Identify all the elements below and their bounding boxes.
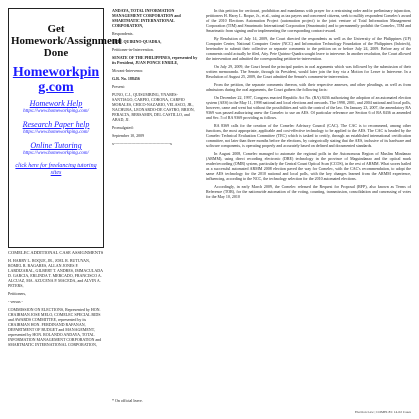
- caption-intervenor: PETE QUIRINO-QUADRA,: [112, 39, 162, 44]
- ad-link-research-paper[interactable]: [9, 121, 103, 137]
- page-footer: Election Law | COMELEC 14-02 Cases: [354, 410, 411, 414]
- paragraph: RA 8369 calls for the creation of the Comelec Advisory Council (CAC). The CAC is to recommend, among other functions, the most appropriate, applicable and cost-effective technology to be applied to the AES. The CAC is headed by the Comelec Technical Evaluation Committee (TEC) which is tasked to certify, through an established international certification committee, not later than three months before the elections, by categorically stating that the AES, inclusive of its hardware and software components, is operating properly and accurately based on defined and documented standards.: [206, 123, 411, 148]
- left-column: [8, 258, 104, 350]
- ad-link-url[interactable]: https://www.homeworkping.com/: [23, 151, 89, 156]
- caption-respondents-label: Respondents.: [112, 31, 134, 36]
- ad-link-title[interactable]: Research Paper help: [22, 120, 90, 129]
- paragraph: By Resolution of July 14, 2009, the Court directed the respondents as well as the University of the Philippines (UP) Computer Center, National Computer Center (NCC) and Information Technology Foundation of the Philippines (Infotech), hereinafter to submit their collective or separate comments to the petition on or before July 24, 2009. Before any of the comments could actually be filed, Atty. Pete Quirino-Quadra sought leave to intervene. In another resolution, the Court allowed the intervention and admitted the corresponding petition-in-intervention.: [206, 36, 411, 61]
- paragraph: In this petition for certiorari, prohibition and mandamus with prayer for a restraining order and/or preliminary injunction, petitioners H. Harry L. Roque, Jr., et al., suing as tax payers and concerned citizens, seek to nullify respondent Comelec's award of the 2010 Elections Automation Project (automation project) to the joint venture of Total Information Management Corporation (TIM) and Smartmatic International Corporation (Smartmatic) and to permanently prohibit the Comelec, TIM and Smartmatic from signing and/or implementing the corresponding contract-award.: [206, 8, 411, 33]
- justices-list: PUNO, C.J., QUISUMBING, YNARES-SANTIAGO, CARPIO, CORONA, CARPIO MORALES, CHICO-NAZARIO, VELASCO, JR., NACHURA, LEONARDO-DE CASTRO, BRION, PERALTA, BERSAMIN, DEL CASTILLO, and ABAD, JJ.: [112, 92, 195, 122]
- caption-divider: x------------------------------------------x: [112, 141, 172, 146]
- paragraph: Accordingly, in early March 2009, the Comelec released the Request for Proposal (RFP), also known as Terms of Reference (TOR), for the nationwide automation of the voting, counting, transmission, consolidation and canvassing of votes for the May 10, 2010: [206, 184, 411, 199]
- petitioners-names: H. HARRY L. ROQUE, JR., JOEL R. BUTUYAN, ROMEL R. BAGARES, ALLAN JONES F. LARDIZABAL, GILBERT T. ANDRES, IMMACULADA D. GARCIA, ERLINDA T. MERCADO, FRANCISCO A. ALCUAZ, MA. AZUCENA P. MACEDA, and ALVIN A. PETERS,: [8, 258, 103, 288]
- ad-link-url[interactable]: https://www.homeworkping.com/: [23, 130, 89, 135]
- ad-link-homework-help[interactable]: [9, 100, 103, 116]
- footnote: * On official leave.: [112, 398, 143, 403]
- ad-brand-link[interactable]: Homeworkping.com: [12, 65, 100, 95]
- ad-link-url[interactable]: https://www.homeworkping.com/: [23, 109, 89, 114]
- versus-label: - versus -: [8, 299, 23, 304]
- promulgated-label: Promulgated:: [112, 125, 134, 130]
- paragraph: On July 29, 2009, the Court heard the principal parties in oral arguments which was followed by the submission of their written memoranda. The Senate, through its President, would later join the fray via a Motion for Leave to Intervene. In a Resolution of August 25, 2009, the Court admitted the Senate's comment-in-intervention.: [206, 64, 411, 79]
- case-caption: [112, 8, 198, 149]
- paragraph: In August 2008, Comelec managed to automate the regional polls in the Autonomous Region of Muslim Mindanao (ARMM), using direct recording electronic (DRE) technology in the province of Maguindanao and the optical mark reader/recording (OMR) system, particularly the Central Count Optical Scan (CCOS), in the rest of ARMM. What scores hailed as a successful automated ARMM 2008 election paved the way for Comelec, with the CAC's recommendation, to adopt the same AES technology for the 2010 national and local polls, with the key changes learned from the ARMM experience, influencing, according to the NCC, the technology selection for the 2010 automated elections.: [206, 151, 411, 181]
- respondents-names: COMMISSION ON ELECTIONS, Represented by HON. CHAIRMAN JOSE MELO, COMELEC SPECIAL BIDS and AWARDS COMMITTEE, represented by its CHAIRMAN HON. FERDINAND RAFANAN, DEPARTMENT OF BUDGET and MANAGEMENT, represented by HON. ROLANDO ANDAYA, TOTAL INFORMATION MANAGEMENT CORPORATION and SMARTMATIC INTERNATIONAL CORPORATION,: [8, 307, 102, 347]
- caption-intervenor-label: Petitioner-in-Intervention.: [112, 47, 154, 52]
- present-label: Present:: [112, 84, 125, 89]
- ad-link-online-tutoring[interactable]: [9, 142, 103, 158]
- ad-link-title[interactable]: Online Tutoring: [30, 141, 82, 150]
- paragraph: On December 22, 1997, Congress enacted Republic Act No. (RA) 8436 authorizing the adoption of an automated election system (AES) in the May 11, 1998 national and local elections and onwards. The 1998, 2001, and 2004 national and local polls, however, came and went but without the possibilities and with the control of the law. On January 23, 2007, the amendatory RA 9369 was passed authorizing anew the Comelec to use an AES. Of particular relevance are Section 6 of RA 8436 as amended and Sec. 5 of RA 9369 providing as follows.: [206, 95, 411, 120]
- promulgated-date: September 10, 2009: [112, 133, 145, 138]
- decision-body: [206, 8, 411, 202]
- petitioners-label: Petitioners,: [8, 291, 27, 296]
- caption-senate: SENATE OF THE PHILIPPINES, represented by its President, JUAN PONCE ENRILE,: [112, 55, 198, 65]
- ad-footer-link[interactable]: click here for freelancing tutoring sites: [15, 163, 97, 176]
- ad-headline: Get Homework/Assignment Done: [11, 23, 122, 59]
- caption-respondents: ANDAYA, TOTAL INFORMATION MANAGEMENT CORPORATION and SMARTMATIC INTERNATIONAL CORPORATION,: [112, 8, 181, 28]
- comelec-stamp: COMELEC ADDITIONAL CASE ASSIGNMENTS: [8, 250, 104, 255]
- caption-senate-label: Movant-Intervenor.: [112, 68, 144, 73]
- ad-link-title[interactable]: Homework Help: [29, 99, 83, 108]
- case-number: G.R. No. 188456: [112, 76, 140, 81]
- paragraph: From the petition, the separate comments thereon, with their respective annexes, and other pleadings, as well as from admissions during the oral arguments, the Court gathers the following facts:: [206, 82, 411, 92]
